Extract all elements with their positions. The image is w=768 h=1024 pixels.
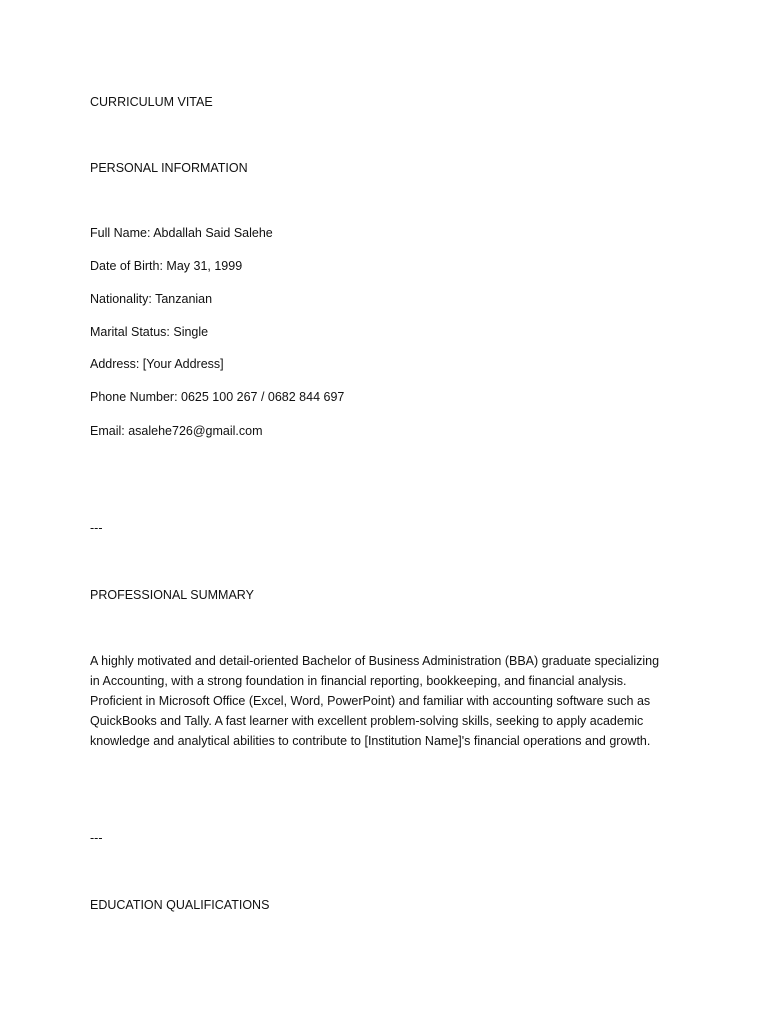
professional-summary-paragraph [90,651,690,751]
summary-line: QuickBooks and Tally. A fast learner with excellent problem-solving skills, seeking to apply academic [90,714,644,728]
full-name-line: Full Name: Abdallah Said Salehe [90,226,273,240]
education-qualifications-heading: EDUCATION QUALIFICATIONS [90,898,270,912]
section-separator: --- [90,831,103,845]
marital-status-line: Marital Status: Single [90,325,209,339]
address-line: Address: [Your Address] [90,357,224,371]
summary-line: knowledge and analytical abilities to contribute to [Institution Name]'s financial operations and growth. [90,734,651,748]
summary-line: A highly motivated and detail-oriented Bachelor of Business Administration (BBA) graduate specializing [90,654,660,668]
phone-number-line: Phone Number: 0625 100 267 / 0682 844 697 [90,390,345,404]
personal-information-heading: PERSONAL INFORMATION [90,161,248,175]
nationality-line: Nationality: Tanzanian [90,292,213,306]
summary-line: in Accounting, with a strong foundation in financial reporting, bookkeeping, and financial analysis. [90,674,627,688]
section-separator: --- [90,521,103,535]
professional-summary-heading: PROFESSIONAL SUMMARY [90,588,254,602]
document-title: CURRICULUM VITAE [90,95,213,109]
summary-line: Proficient in Microsoft Office (Excel, Word, PowerPoint) and familiar with accounting software such as [90,694,651,708]
email-line: Email: asalehe726@gmail.com [90,424,263,438]
date-of-birth-line: Date of Birth: May 31, 1999 [90,259,243,273]
